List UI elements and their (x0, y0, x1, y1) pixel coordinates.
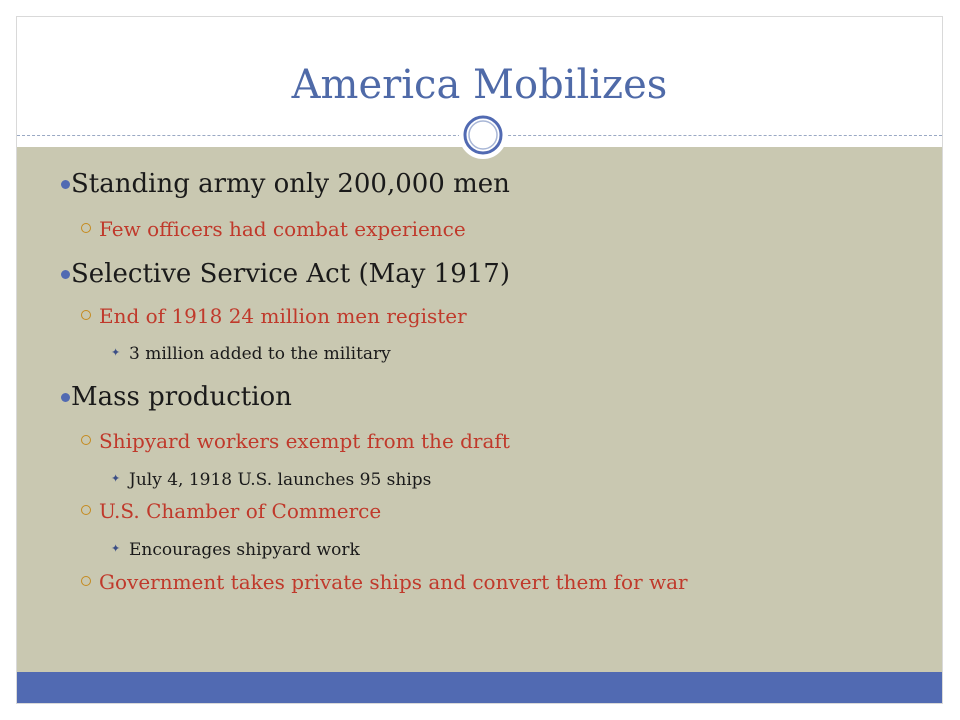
bullet-text: Government takes private ships and convert them for war (99, 570, 688, 594)
footer-bar (17, 672, 942, 704)
star-bullet-icon: ✦ (111, 346, 121, 359)
bullet-text: Mass production (71, 382, 292, 412)
content-area (17, 147, 942, 672)
filled-circle-bullet-icon (61, 180, 70, 189)
slide-title: America Mobilizes (291, 62, 668, 108)
star-bullet-icon: ✦ (111, 472, 121, 485)
ring-icon (459, 111, 507, 159)
bullet-text: July 4, 1918 U.S. launches 95 ships (129, 470, 432, 490)
bullet-list (17, 147, 942, 672)
bullet-text: Selective Service Act (May 1917) (71, 259, 510, 289)
hollow-circle-bullet-icon (81, 505, 91, 515)
hollow-circle-bullet-icon (81, 435, 91, 445)
hollow-circle-bullet-icon (81, 223, 91, 233)
slide (16, 16, 943, 704)
bullet-text: U.S. Chamber of Commerce (99, 499, 382, 523)
bullet-text: Standing army only 200,000 men (71, 169, 510, 199)
filled-circle-bullet-icon (61, 270, 70, 279)
bullet-text: End of 1918 24 million men register (99, 304, 467, 328)
bullet-text: Shipyard workers exempt from the draft (99, 429, 510, 453)
filled-circle-bullet-icon (61, 393, 70, 402)
hollow-circle-bullet-icon (81, 310, 91, 320)
bullet-text: 3 million added to the military (129, 344, 391, 364)
bullet-text: Encourages shipyard work (129, 540, 360, 560)
bullet-text: Few officers had combat experience (99, 217, 466, 241)
hollow-circle-bullet-icon (81, 576, 91, 586)
star-bullet-icon: ✦ (111, 542, 121, 555)
